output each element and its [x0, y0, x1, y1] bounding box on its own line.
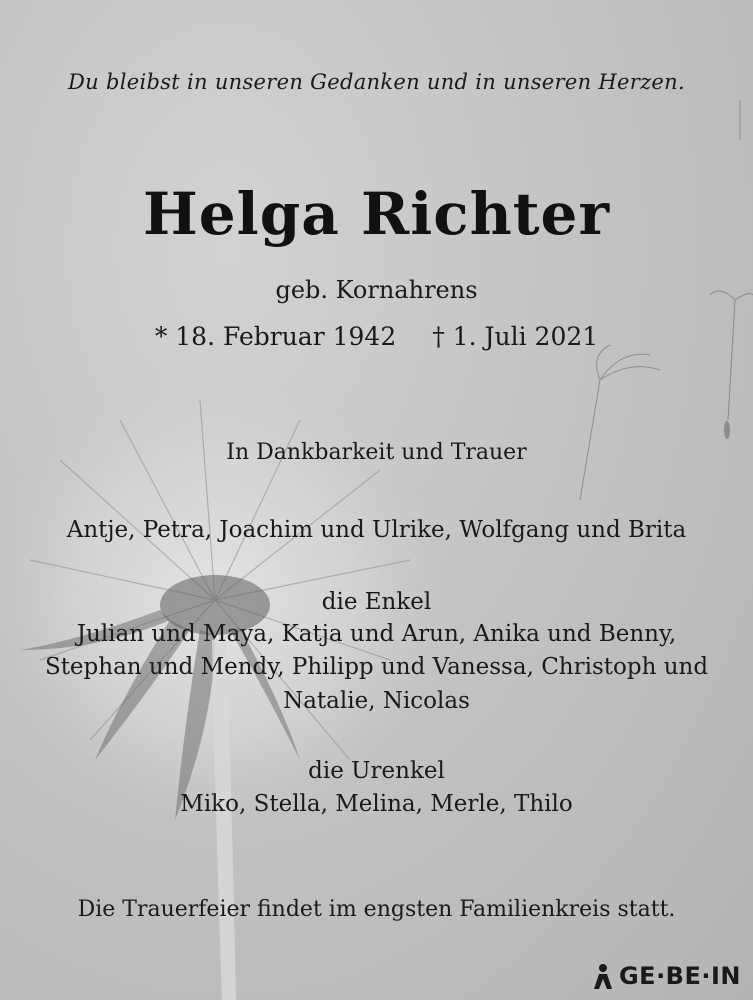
logo-text: GE·BE·IN [618, 962, 741, 990]
great-grandchildren-heading: die Urenkel [308, 758, 445, 784]
grandchildren-line: Julian und Maya, Katja und Arun, Anika und Benny, [76, 621, 677, 647]
motto: Du bleibst in unseren Gedanken und in unseren Herzen. [68, 70, 685, 94]
grandchildren-heading: die Enkel [321, 589, 432, 615]
death-date: † 1. Juli 2021 [432, 322, 599, 351]
gratitude-line: In Dankbarkeit und Trauer [226, 440, 527, 465]
life-dates [0, 322, 753, 351]
birth-date: * 18. Februar 1942 [154, 322, 397, 351]
gebein-figure-icon [591, 963, 615, 989]
children-names: Antje, Petra, Joachim und Ulrike, Wolfgang und Brita [66, 517, 687, 543]
great-grandchildren-names: Miko, Stella, Melina, Merle, Thilo [180, 791, 573, 817]
birth-name: geb. Kornahrens [275, 276, 478, 304]
funeral-note: Die Trauerfeier findet im engsten Familienkreis statt. [77, 897, 676, 922]
grandchildren-line: Natalie, Nicolas [283, 688, 470, 714]
gebein-logo [591, 962, 741, 990]
deceased-name: Helga Richter [142, 180, 611, 248]
grandchildren-line: Stephan und Mendy, Philipp und Vanessa, Christoph und [44, 654, 709, 680]
